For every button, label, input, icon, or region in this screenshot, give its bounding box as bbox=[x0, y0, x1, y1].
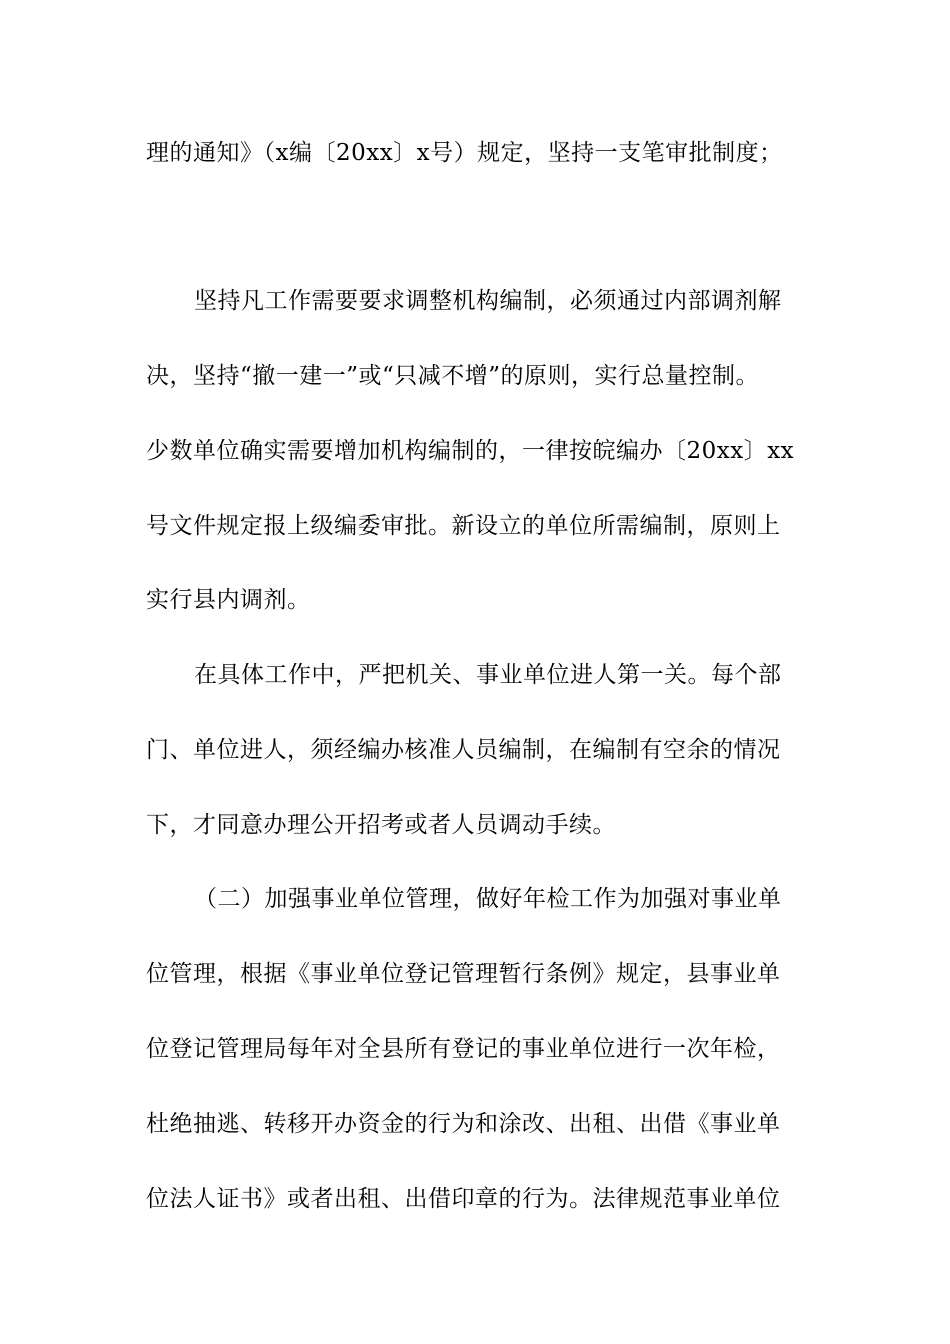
text-line: 实行县内调剂。 bbox=[146, 587, 311, 613]
text-line: 位登记管理局每年对全县所有登记的事业单位进行一次年检， bbox=[146, 1036, 781, 1062]
text-line: 门、单位进人，须经编办核准人员编制，在编制有空余的情况 bbox=[146, 737, 781, 763]
text-line: 位法人证书》或者出租、出借印章的行为。法律规范事业单位 bbox=[146, 1186, 781, 1212]
text-line: 杜绝抽逃、转移开办资金的行为和涂改、出租、出借《事业单 bbox=[146, 1111, 781, 1137]
text-line: 理的通知》（x编〔20xx〕x号）规定，坚持一支笔审批制度； bbox=[146, 140, 783, 166]
paragraph-first-line: 在具体工作中，严把机关、事业单位进人第一关。每个部 bbox=[194, 662, 782, 688]
paragraph-first-line: （二）加强事业单位管理，做好年检工作为加强对事业单 bbox=[194, 886, 782, 912]
paragraph-first-line: 坚持凡工作需要要求调整机构编制，必须通过内部调剂解 bbox=[194, 288, 782, 314]
text-line: 少数单位确实需要增加机构编制的，一律按皖编办〔20xx〕xx bbox=[146, 438, 795, 464]
text-line: 号文件规定报上级编委审批。新设立的单位所需编制，原则上 bbox=[146, 513, 781, 539]
text-line: 位管理，根据《事业单位登记管理暂行条例》规定，县事业单 bbox=[146, 961, 781, 987]
text-line: 决，坚持“撤一建一”或“只减不增”的原则，实行总量控制。 bbox=[146, 363, 760, 389]
text-line: 下，才同意办理公开招考或者人员调动手续。 bbox=[146, 812, 616, 838]
